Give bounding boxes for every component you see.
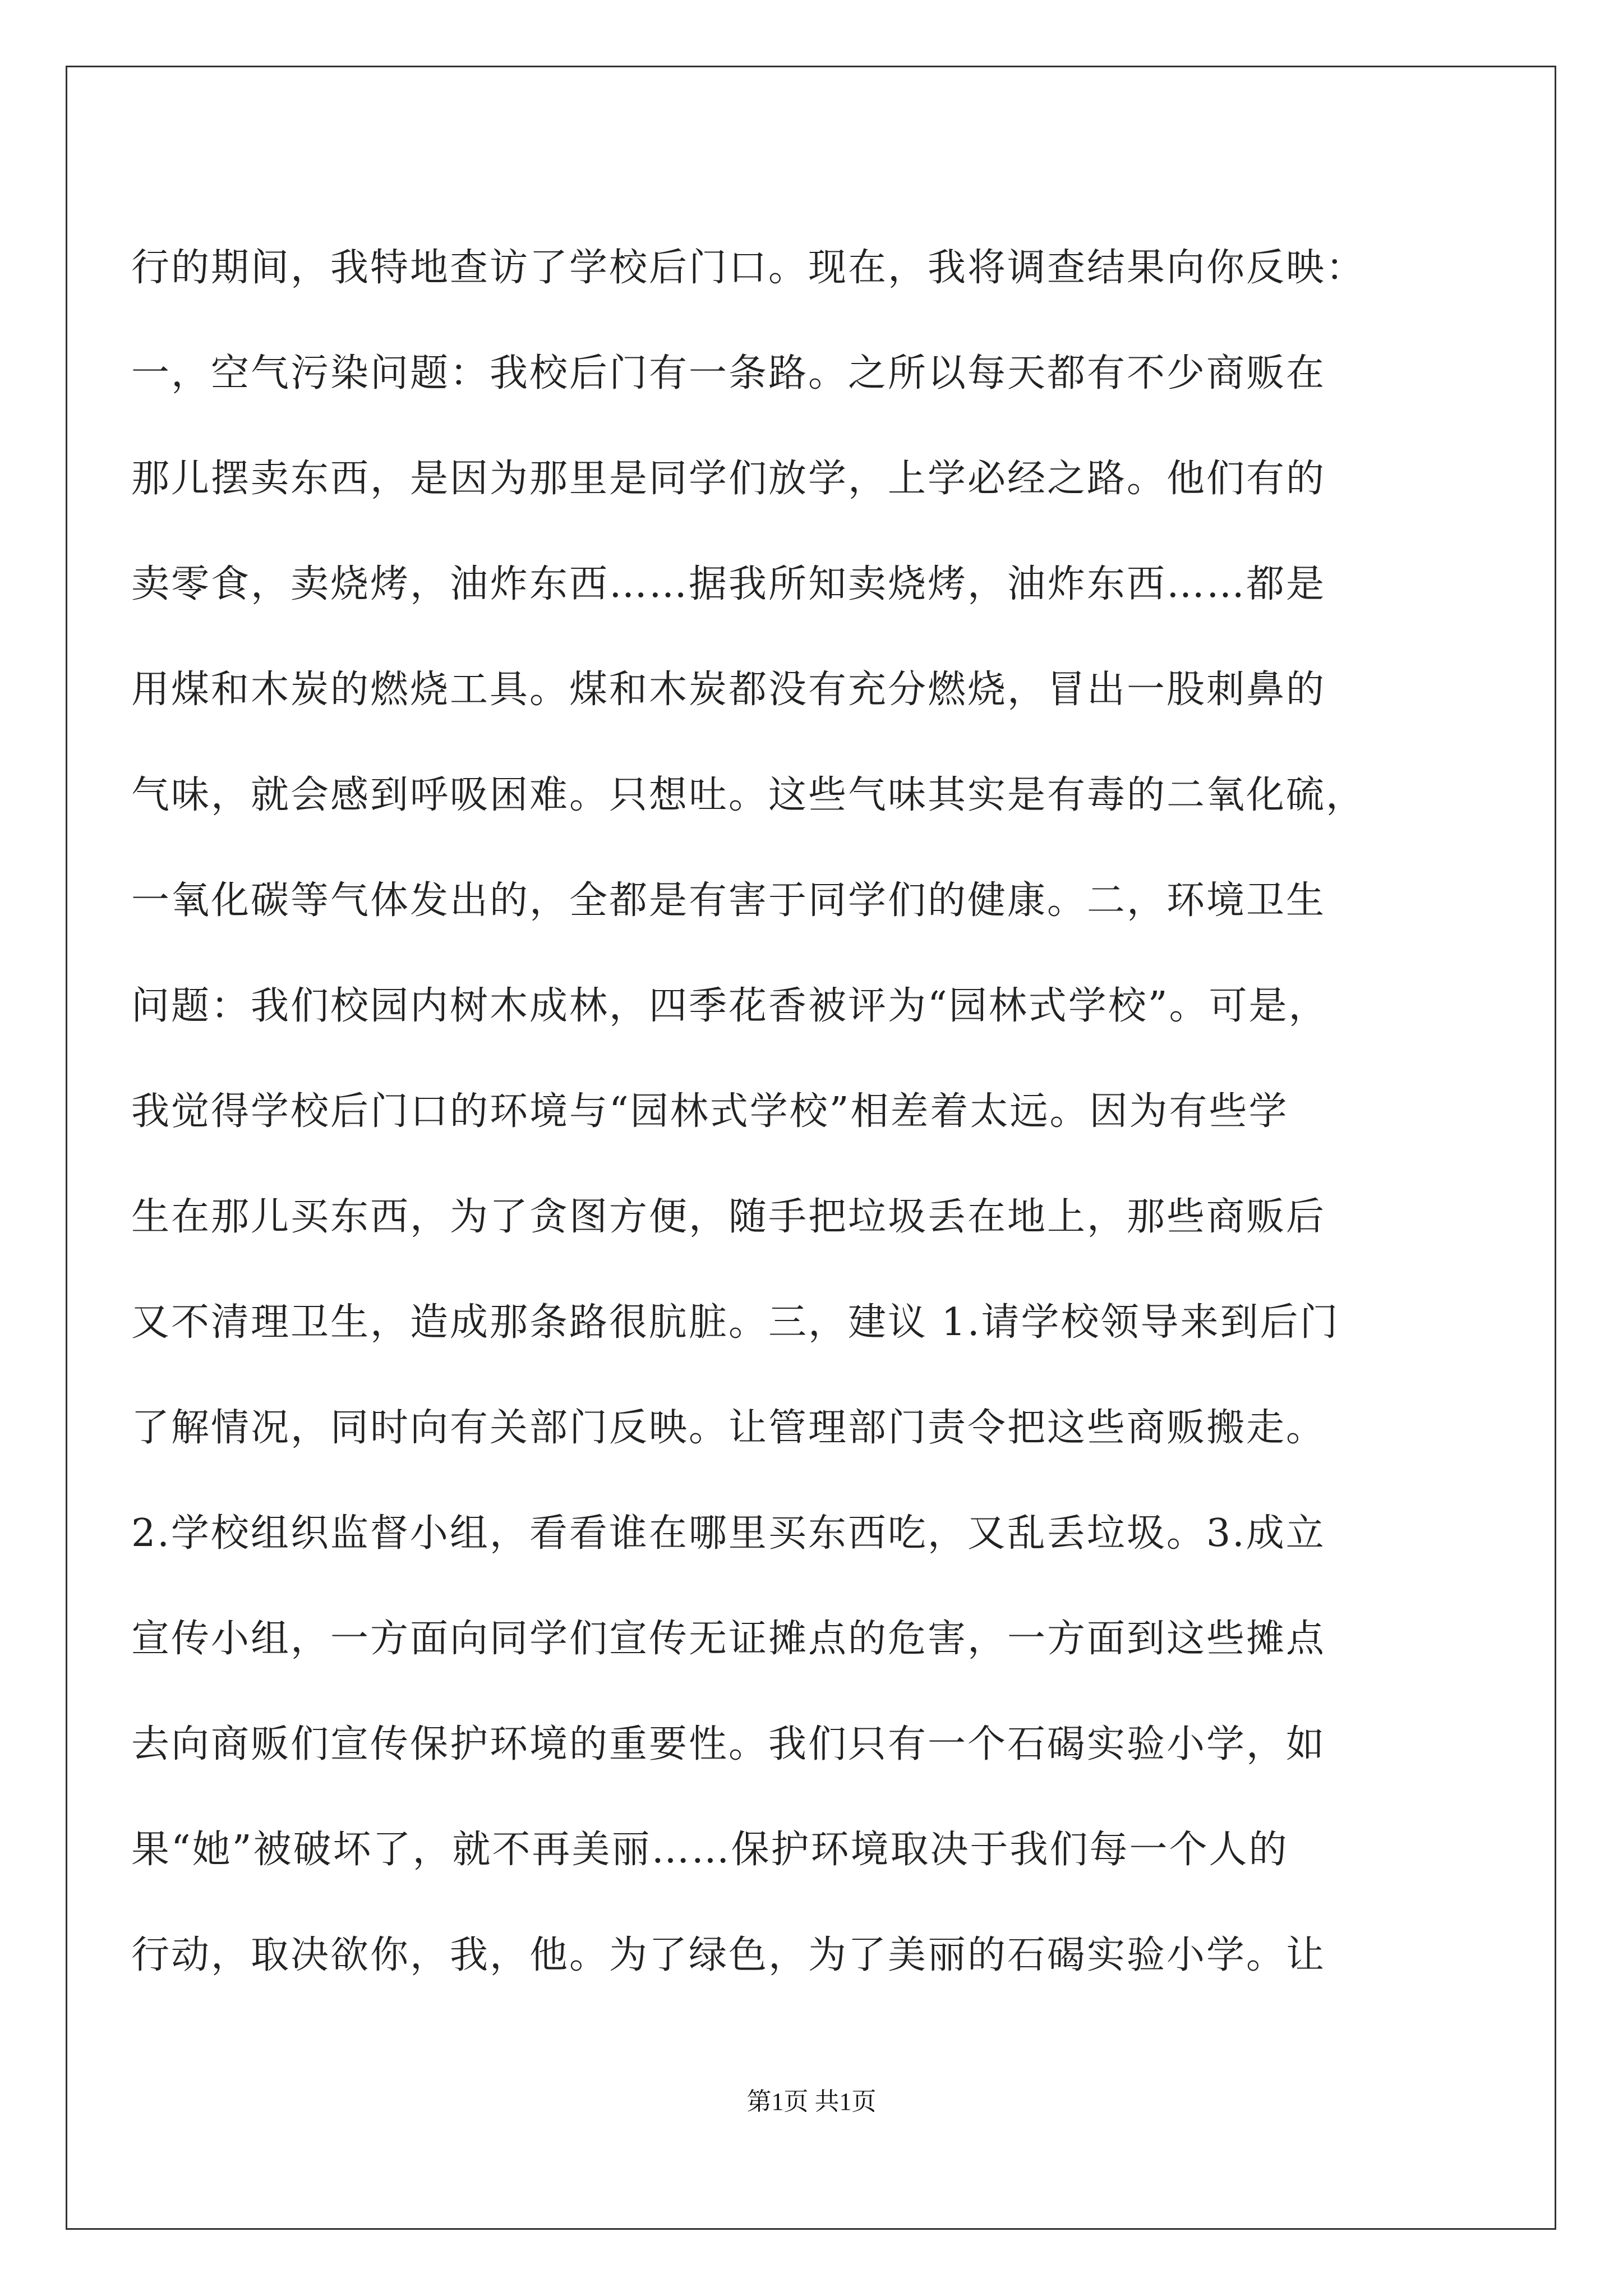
- text-line: 气味，就会感到呼吸困难。只想吐。这些气味其实是有毒的二氧化硫，: [131, 773, 1366, 817]
- text-line: 生在那儿买东西，为了贪图方便，随手把垃圾丢在地上，那些商贩后: [131, 1195, 1326, 1239]
- text-line: 问题：我们校园内树木成林，四季花香被评为“园林式学校”。可是，: [131, 984, 1329, 1028]
- text-line: 又不清理卫生，造成那条路很肮脏。三，建议 1.请学校领导来到后门: [131, 1300, 1340, 1345]
- text-line: 用煤和木炭的燃烧工具。煤和木炭都没有充分燃烧，冒出一股刺鼻的: [131, 668, 1326, 712]
- body-text: [131, 215, 1488, 2008]
- text-line: 那儿摆卖东西，是因为那里是同学们放学，上学必经之路。他们有的: [131, 457, 1326, 501]
- text-line: 果“她”被破坏了，就不再美丽……保护环境取决于我们每一个人的: [131, 1828, 1289, 1872]
- text-line: 去向商贩们宣传保护环境的重要性。我们只有一个石碣实验小学，如: [131, 1722, 1326, 1766]
- text-line: 了解情况，同时向有关部门反映。让管理部门责令把这些商贩搬走。: [131, 1406, 1326, 1450]
- text-line: 行动，取决欲你，我，他。为了绿色，为了美丽的石碣实验小学。让: [131, 1933, 1326, 1977]
- text-line: 一，空气污染问题：我校后门有一条路。之所以每天都有不少商贩在: [131, 351, 1326, 395]
- text-line: 我觉得学校后门口的环境与“园林式学校”相差着太远。因为有些学: [131, 1089, 1289, 1134]
- text-line: 卖零食，卖烧烤，油炸东西……据我所知卖烧烤，油炸东西……都是: [131, 562, 1326, 606]
- text-line: 宣传小组，一方面向同学们宣传无证摊点的危害，一方面到这些摊点: [131, 1617, 1326, 1661]
- text-line: 2.学校组织监督小组，看看谁在哪里买东西吃，又乱丢垃圾。3.成立: [131, 1511, 1326, 1556]
- page-footer: 第1页 共1页: [746, 2088, 877, 2115]
- text-line: 行的期间，我特地查访了学校后门口。现在，我将调查结果向你反映：: [131, 246, 1366, 290]
- text-line: 一氧化碳等气体发出的，全都是有害于同学们的健康。二，环境卫生: [131, 878, 1326, 923]
